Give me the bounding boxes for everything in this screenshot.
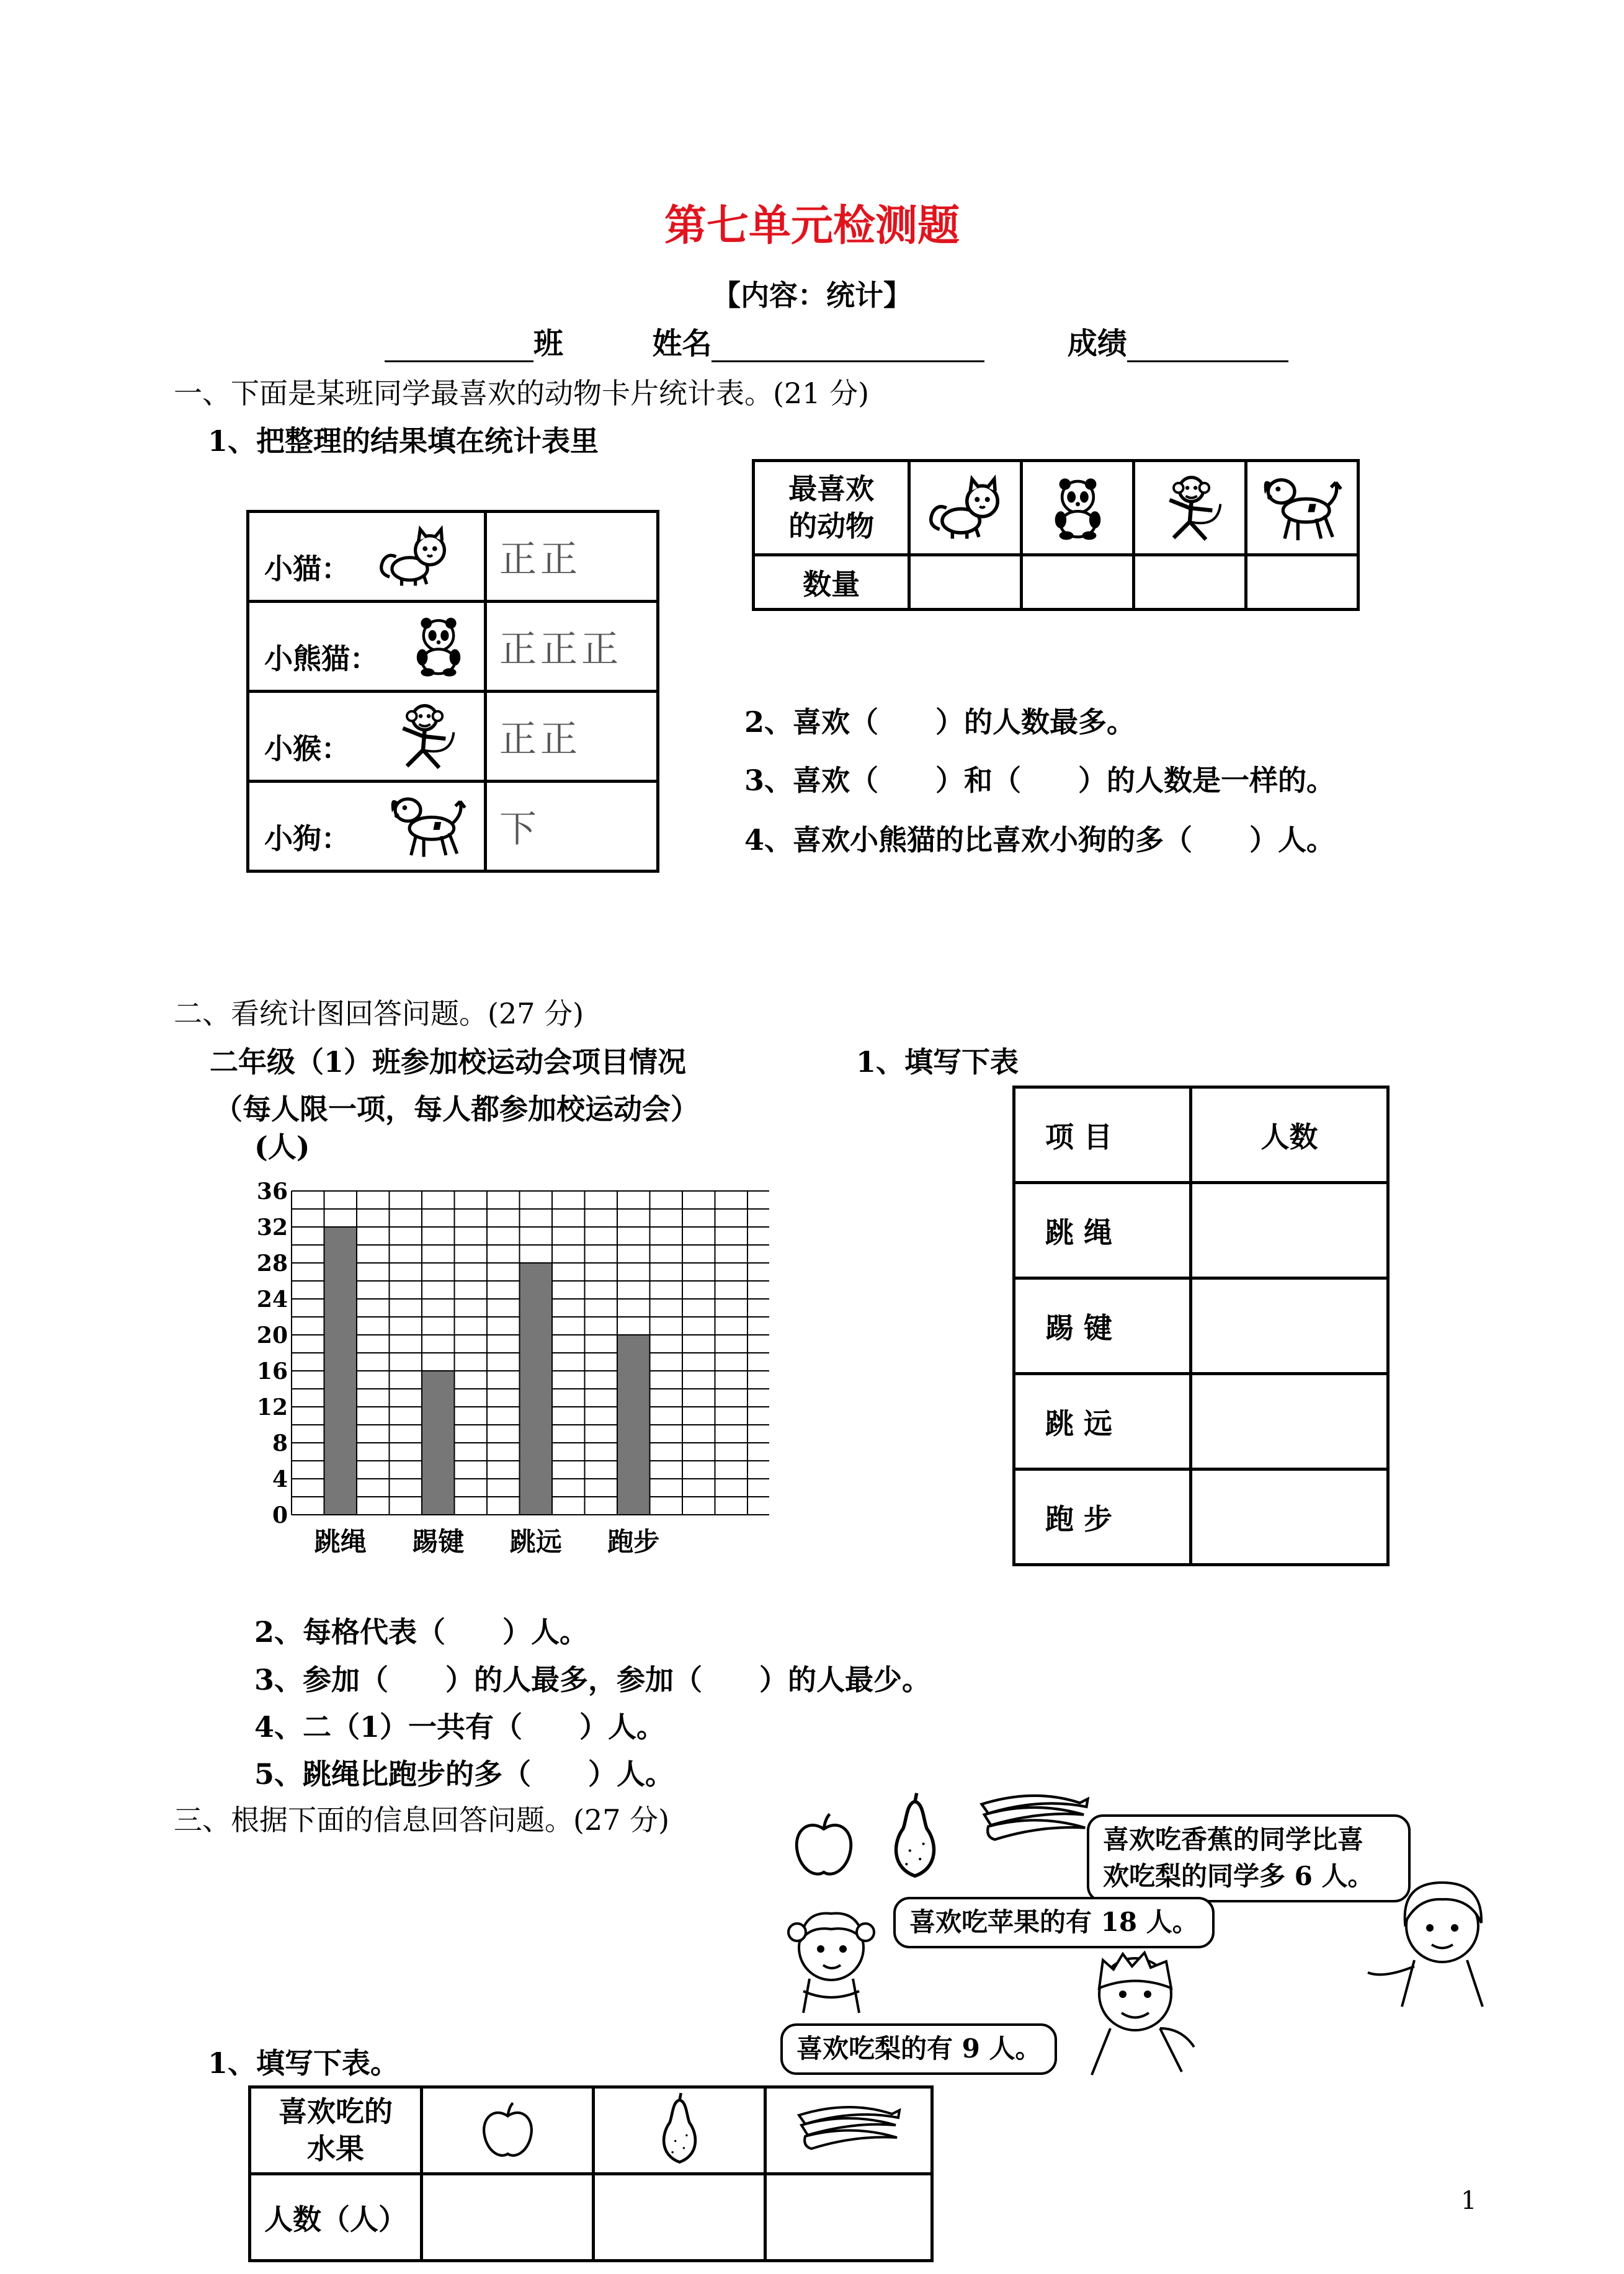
y-tick-label: 36 [256, 1179, 288, 1205]
table-header-item: 项 目 [1014, 1087, 1191, 1183]
animal-summary-table [752, 459, 1360, 611]
banana-icon [975, 1786, 1093, 1855]
bar-2 [520, 1263, 553, 1515]
row-long-jump: 跳 远 [1014, 1374, 1191, 1469]
answer-cell[interactable] [1191, 1183, 1388, 1278]
row-rope-skipping: 跳 绳 [1014, 1183, 1191, 1278]
answer-cell[interactable] [594, 2174, 765, 2261]
pear-icon [650, 2092, 709, 2169]
fruit-apple-cell [422, 2087, 594, 2174]
section1-heading: 一、下面是某班同学最喜欢的动物卡片统计表。(21 分) [174, 377, 870, 410]
section2-table-question: 1、填写下表 [856, 1045, 1019, 1079]
class-label: 班 [533, 326, 564, 361]
summary-cat-cell [909, 461, 1022, 555]
x-tick-label: 跑步 [607, 1527, 660, 1557]
tally-label: 小猫： [264, 552, 350, 586]
fruit-table [248, 2085, 934, 2262]
section1-q1: 1、把整理的结果填在统计表里 [208, 424, 599, 458]
tally-cell: 正正 [486, 692, 658, 782]
section1-q2: 2、喜欢（ ）的人数最多。 [744, 705, 1136, 739]
x-tick-label: 踢键 [412, 1527, 465, 1557]
tally-row-monkey [248, 692, 486, 782]
bar-3 [617, 1335, 650, 1515]
name-blank[interactable] [712, 329, 984, 362]
answer-cell[interactable] [1191, 1278, 1388, 1374]
section2-heading: 二、看统计图回答问题。(27 分) [174, 997, 584, 1030]
y-tick-label: 24 [256, 1286, 288, 1313]
row-shuttlecock: 踢 键 [1014, 1278, 1191, 1374]
answer-cell[interactable] [1191, 1469, 1388, 1565]
apple-icon [475, 2098, 540, 2163]
apple-speech-bubble: 喜欢吃苹果的有 18 人。 [893, 1897, 1215, 1948]
row-running: 跑 步 [1014, 1469, 1191, 1565]
section3-heading: 三、根据下面的信息回答问题。(27 分) [174, 1803, 670, 1837]
pear-speech-bubble: 喜欢吃梨的有 9 人。 [780, 2023, 1057, 2075]
section2-q4: 4、二（1）一共有（ ）人。 [254, 1710, 666, 1744]
girl-illustration-right [1359, 1861, 1501, 2010]
chart-caption: 二年级（1）班参加校运动会项目情况 [210, 1045, 687, 1079]
summary-dog-cell [1246, 461, 1359, 555]
answer-cell[interactable] [765, 2174, 932, 2261]
sports-table [1012, 1086, 1390, 1566]
y-tick-label: 20 [256, 1322, 288, 1349]
summary-monkey-cell [1134, 461, 1246, 555]
section1-q4: 4、喜欢小熊猫的比喜欢小狗的多（ ）人。 [744, 823, 1336, 857]
y-tick-label: 12 [256, 1394, 288, 1420]
tally-table [246, 510, 659, 873]
favorite-animal-header: 最喜欢的动物 [754, 461, 909, 555]
section1-q3: 3、喜欢（ ）和（ ）的人数是一样的。 [744, 764, 1336, 797]
tally-row-dog [248, 782, 486, 872]
tally-row-panda [248, 602, 486, 692]
y-tick-label: 8 [272, 1430, 288, 1456]
cat-icon [373, 524, 454, 589]
section2-q3: 3、参加（ ）的人最多，参加（ ）的人最少。 [254, 1663, 931, 1697]
answer-cell[interactable] [1134, 555, 1246, 610]
page-number: 1 [1461, 2187, 1477, 2215]
class-blank[interactable] [385, 329, 533, 362]
student-info-line [385, 319, 1288, 362]
tally-label: 小熊猫： [264, 642, 378, 676]
panda-icon [1042, 472, 1113, 543]
banana-speech-bubble: 喜欢吃香蕉的同学比喜 欢吃梨的同学多 6 人。 [1087, 1814, 1411, 1902]
name-label: 姓名 [652, 326, 712, 361]
tally-label: 小猴： [264, 732, 350, 765]
answer-cell[interactable] [422, 2174, 594, 2261]
bar-0 [324, 1227, 357, 1515]
fruit-banana-cell [765, 2087, 932, 2174]
answer-cell[interactable] [1191, 1374, 1388, 1469]
panda-icon [404, 612, 473, 680]
y-tick-label: 16 [256, 1358, 288, 1384]
girl-illustration [779, 1898, 890, 2016]
page-title: 第七单元检测题 [664, 201, 960, 251]
answer-cell[interactable] [909, 555, 1022, 610]
x-tick-label: 跳绳 [314, 1527, 367, 1557]
pear-icon [881, 1791, 949, 1884]
bar-1 [422, 1371, 455, 1515]
y-tick-label: 28 [256, 1251, 288, 1277]
y-tick-label: 32 [256, 1215, 288, 1241]
count-header: 数量 [754, 555, 909, 610]
answer-cell[interactable] [1022, 555, 1134, 610]
y-tick-label: 0 [272, 1502, 288, 1528]
chart-caption-note: （每人限一项，每人都参加校运动会） [214, 1092, 699, 1126]
y-axis-label: (人) [254, 1130, 310, 1164]
x-tick-label: 跳远 [509, 1527, 562, 1557]
dog-icon [1256, 471, 1349, 545]
y-tick-labels [257, 1179, 288, 1528]
section2-q5: 5、跳绳比跑步的多（ ）人。 [254, 1757, 674, 1791]
section2-q2: 2、每格代表（ ）人。 [254, 1615, 589, 1649]
boy-illustration [1067, 1935, 1210, 2078]
dog-icon [383, 790, 473, 862]
cat-icon [922, 474, 1009, 542]
fruit-count-header: 人数（人） [250, 2174, 422, 2261]
summary-panda-cell [1022, 461, 1134, 555]
table-header-count: 人数 [1191, 1087, 1388, 1183]
x-tick-labels [315, 1527, 660, 1557]
banana-icon [793, 2100, 904, 2162]
monkey-icon [383, 699, 463, 774]
page-subtitle: 【内容：统计】 [712, 279, 912, 312]
tally-row-cat [248, 512, 486, 602]
score-label: 成绩 [1067, 326, 1127, 361]
tally-cell: 正正正 [486, 602, 658, 692]
bar-chart [242, 1129, 769, 1576]
fruit-pear-cell [594, 2087, 765, 2174]
answer-cell[interactable] [1246, 555, 1359, 610]
score-blank[interactable] [1127, 329, 1288, 362]
apple-icon [787, 1808, 861, 1883]
favorite-fruit-header: 喜欢吃的水果 [250, 2087, 422, 2174]
section3-q1: 1、填写下表。 [208, 2046, 399, 2080]
monkey-icon [1149, 471, 1230, 545]
tally-cell: 下 [486, 782, 658, 872]
tally-label: 小狗： [264, 822, 350, 855]
y-tick-label: 4 [272, 1466, 288, 1492]
tally-cell: 正正 [486, 512, 658, 602]
